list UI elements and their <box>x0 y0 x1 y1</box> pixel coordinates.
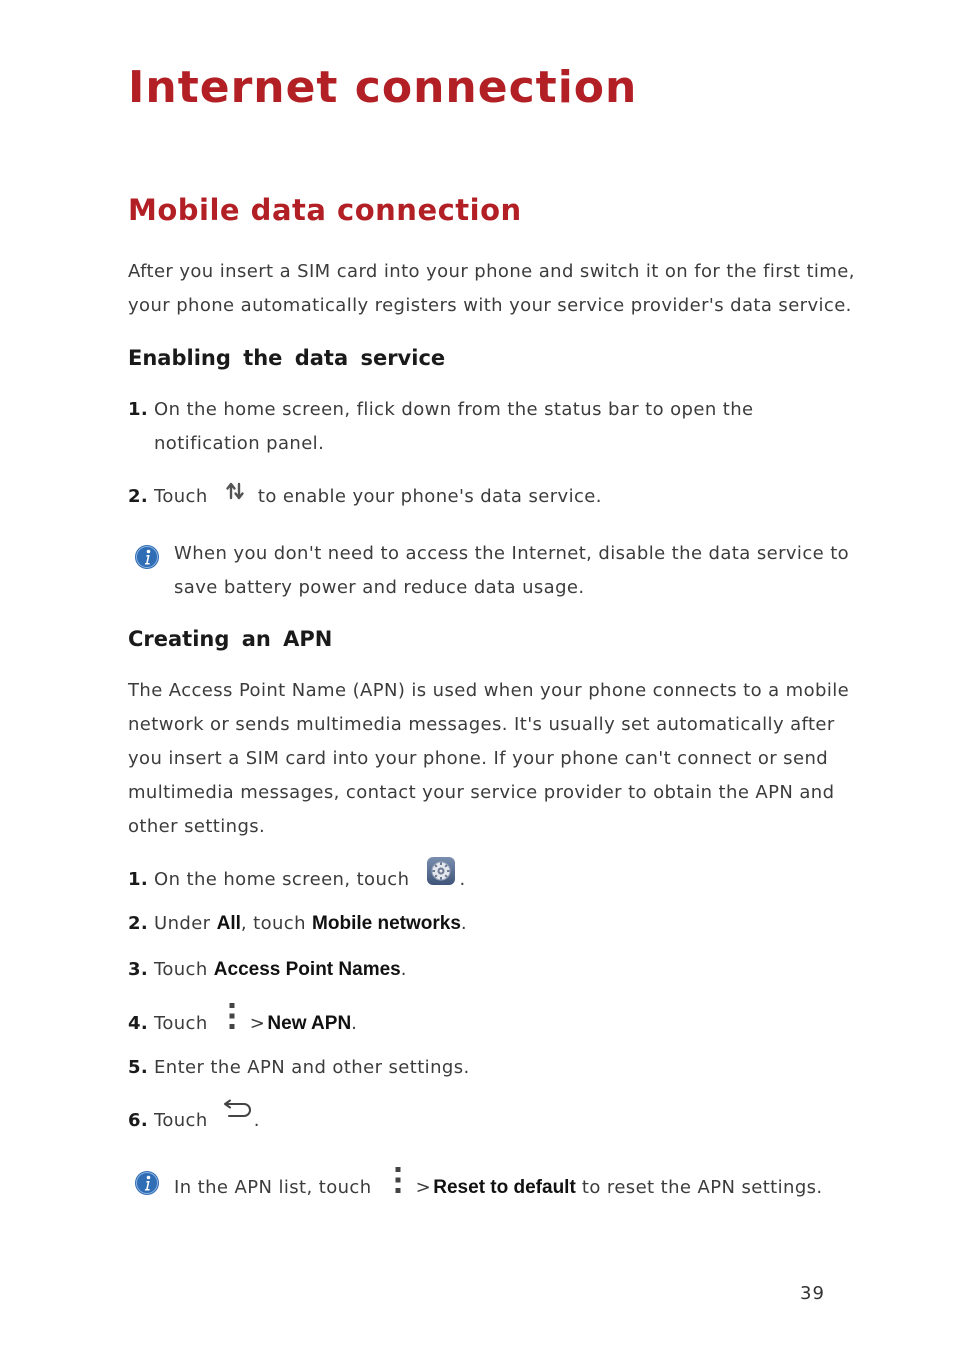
note-text-post: to reset the APN settings. <box>581 1177 823 1198</box>
intro-line: your phone automatically registers with your service provider's data service. <box>128 295 852 316</box>
enabling-step-2 <box>128 480 602 514</box>
settings-icon <box>426 856 456 898</box>
ui-label-all: All <box>216 913 241 934</box>
step-text-post: . <box>400 959 407 980</box>
apn-step-3 <box>128 953 407 987</box>
enabling-step-1 <box>128 393 754 461</box>
step-number: 1. <box>128 869 149 890</box>
step-number: 1. <box>128 399 149 420</box>
step-number: 5. <box>128 1057 149 1078</box>
step-text-post: . <box>351 1013 358 1034</box>
step-separator: > <box>249 1013 266 1034</box>
intro-line: After you insert a SIM card into your phone and switch it on for the first time, <box>128 261 855 282</box>
apn-intro <box>128 674 850 844</box>
note-text-pre: In the APN list, touch <box>174 1177 372 1198</box>
apn-step-4 <box>128 1006 357 1042</box>
step-number: 2. <box>128 913 149 934</box>
step-text-pre: Touch <box>154 1110 208 1131</box>
ui-label-reset-to-default: Reset to default <box>433 1177 576 1198</box>
note-line: When you don't need to access the Internet, disable the data service to <box>174 543 850 564</box>
page-number: 39 <box>800 1283 825 1304</box>
step-text-line: On the home screen, flick down from the status bar to open the <box>154 399 754 420</box>
step-text-post: . <box>253 1110 260 1131</box>
note-separator: > <box>415 1177 432 1198</box>
step-number: 4. <box>128 1013 149 1034</box>
note-reset-apn <box>174 1170 834 1206</box>
note-data-service <box>174 537 850 605</box>
step-text-post: . <box>459 869 466 890</box>
step-text-post: to enable your phone's data service. <box>257 486 602 507</box>
step-text-pre: On the home screen, touch <box>154 869 410 890</box>
data-toggle-icon <box>224 480 246 514</box>
step-text: Enter the APN and other settings. <box>154 1057 470 1078</box>
step-text-pre: Touch <box>154 1013 208 1034</box>
step-text-line: notification panel. <box>154 433 325 454</box>
step-text-post: . <box>460 913 468 934</box>
intro-line: multimedia messages, contact your service provider to obtain the APN and <box>128 782 835 803</box>
note-line: save battery power and reduce data usage. <box>174 577 585 598</box>
info-icon <box>134 1170 160 1200</box>
info-icon <box>134 544 160 574</box>
ui-label-access-point-names: Access Point Names <box>213 959 401 980</box>
step-text-mid: , touch <box>240 913 306 934</box>
ui-label-new-apn: New APN <box>267 1013 352 1034</box>
back-icon <box>220 1099 254 1133</box>
more-menu-icon <box>228 1002 236 1042</box>
apn-heading: Creating an APN <box>128 627 333 651</box>
step-number: 6. <box>128 1110 149 1131</box>
step-number: 3. <box>128 959 149 980</box>
apn-step-1 <box>128 862 466 898</box>
step-text-pre: Touch <box>154 959 208 980</box>
step-text-pre: Under <box>154 913 211 934</box>
section-intro <box>128 255 855 323</box>
more-menu-icon <box>394 1166 402 1206</box>
page-title: Internet connection <box>128 62 638 113</box>
step-text-pre: Touch <box>154 486 208 507</box>
ui-label-mobile-networks: Mobile networks <box>312 913 461 934</box>
enabling-heading: Enabling the data service <box>128 346 446 370</box>
intro-line: network or sends multimedia messages. It's usually set automatically after <box>128 714 835 735</box>
step-number: 2. <box>128 486 149 507</box>
intro-line: The Access Point Name (APN) is used when your phone connects to a mobile <box>128 680 850 701</box>
apn-step-6 <box>128 1104 260 1138</box>
intro-line: other settings. <box>128 816 266 837</box>
apn-step-2 <box>128 907 467 941</box>
section-heading: Mobile data connection <box>128 193 522 227</box>
intro-line: you insert a SIM card into your phone. If your phone can't connect or send <box>128 748 829 769</box>
apn-step-5 <box>128 1051 470 1085</box>
